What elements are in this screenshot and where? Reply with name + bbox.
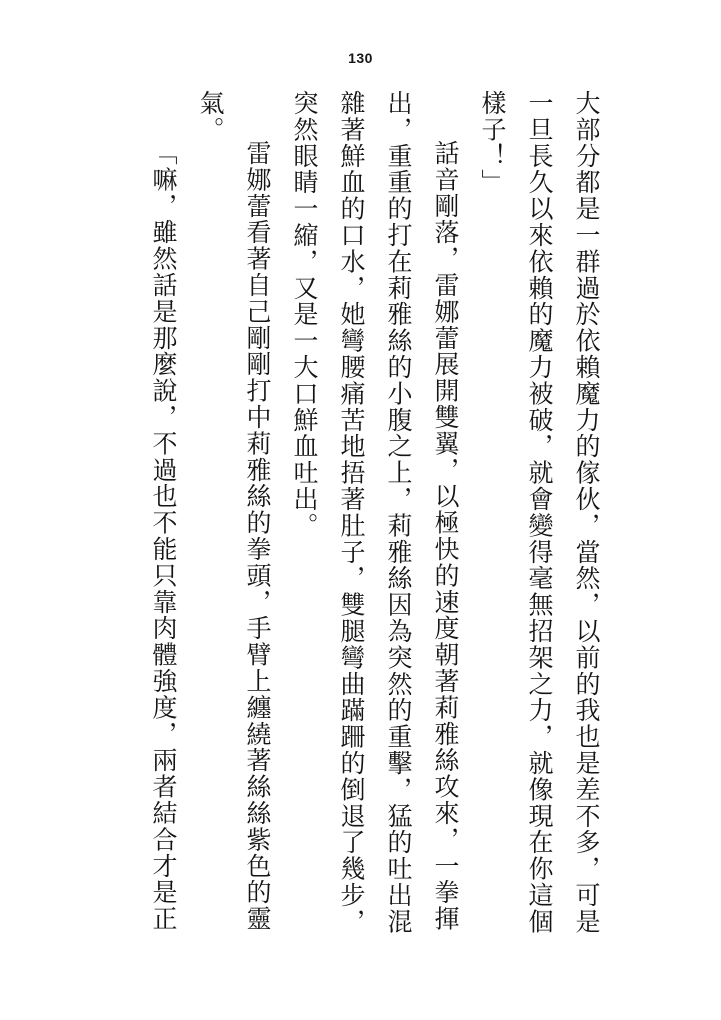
paragraph: 雷娜蕾看著自己剛剛打中莉雅絲的拳頭，手臂上纏繞著絲絲紫色的靈氣。	[196, 90, 270, 932]
page-number: 130	[348, 50, 373, 66]
page-text	[139, 90, 609, 936]
paragraph: 話音剛落，雷娜蕾展開雙翼，以極快的速度朝著莉雅絲攻來，一拳揮出，重重的打在莉雅絲的小腹之上，莉雅絲因為突然的重擊，猛的吐出混雜著鮮血的口水，她彎腰痛苦地捂著肚子，雙腿彎曲蹣跚的倒退了幾步，突然眼睛一縮，又是一大口鮮血吐出。	[290, 90, 458, 935]
paragraph: 「嘛，雖然話是那麼說，不過也不能只靠肉體強度，兩者結合才是正	[149, 140, 176, 932]
paragraph: 大部分都是一群過於依賴魔力的傢伙，當然，以前的我也是差不多，可是一旦長久以來依賴的魔力被破，就會變得毫無招架之力，就像現在你這個樣子！」	[478, 90, 599, 935]
